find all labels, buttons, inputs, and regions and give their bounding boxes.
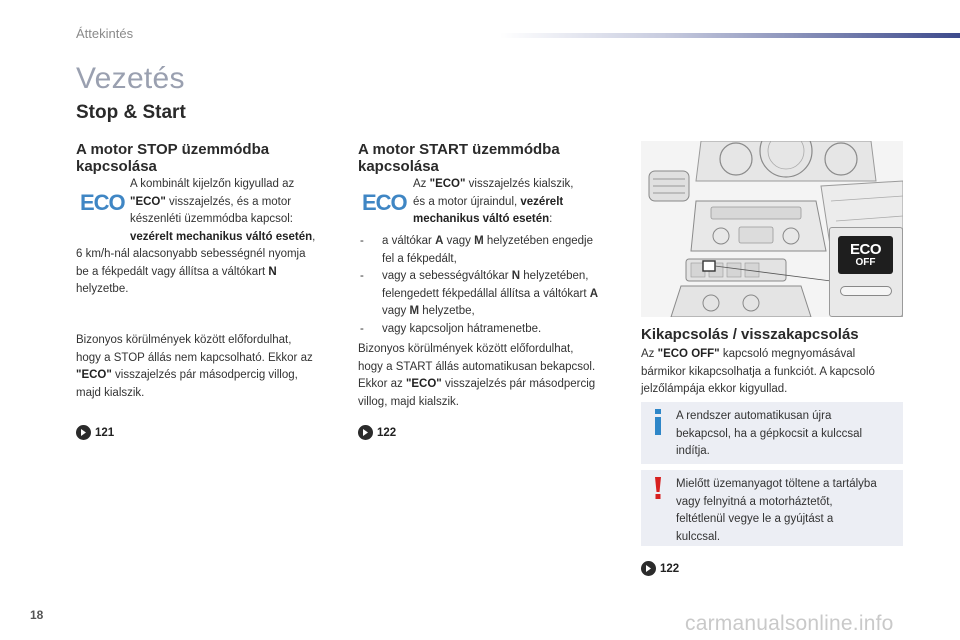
start-line: mechanikus váltó esetén: — [413, 213, 553, 225]
start-line: és a motor újraindul, vezérelt — [413, 195, 564, 208]
stop-heading — [76, 141, 336, 175]
eco-off-button-eco: ECO — [849, 240, 881, 258]
eco-off-line: Az "ECO OFF" kapcsoló megnyomásával — [641, 348, 856, 360]
list-item: - vagy a sebességváltókar N helyzetében, felengedett fékpedállal állítsa a váltókart A vagy M helyzetbe, — [358, 268, 628, 321]
warning-line: kulccsal. — [676, 530, 721, 543]
stop-line: vezérelt mechanikus váltó esetén, — [130, 230, 316, 243]
warning-line: feltétlenül vegye le a gyújtást a — [676, 513, 834, 525]
eco-indicator-icon: ECO — [80, 190, 125, 215]
eco-off-button[interactable] — [838, 236, 893, 274]
eco-off-line: bármikor kikapcsolhatja a funkciót. A kapcsoló — [641, 365, 875, 378]
start-heading-line1: A motor START üzemmódba — [358, 141, 560, 158]
start-paragraph — [413, 176, 633, 229]
stop-note-line: "ECO" visszajelzés pár másodpercig villog, — [76, 369, 298, 381]
page-ref-number: 122 — [377, 426, 397, 439]
start-note-line: Bizonyos körülmények között előfordulhat, — [358, 343, 574, 355]
start-conditions-list — [358, 233, 628, 338]
start-line: Az "ECO" visszajelzés kialszik, — [413, 178, 574, 190]
stop-heading-line1: A motor STOP üzemmódba — [76, 141, 270, 158]
dashboard-illustration — [641, 141, 903, 317]
stop-line: készenléti üzemmódba kapcsol: — [130, 213, 293, 225]
eco-off-paragraph — [641, 346, 911, 399]
stop-heading-line2: kapcsolása — [76, 158, 157, 175]
stop-note-line: Bizonyos körülmények között előfordulhat, — [76, 334, 292, 346]
info-box — [641, 402, 903, 464]
eco-off-button-off: OFF — [855, 256, 876, 268]
start-heading — [358, 141, 628, 175]
stop-note-line: hogy a STOP állás nem kapcsolható. Ekkor az — [76, 351, 313, 364]
page-subtitle: Stop & Start — [76, 102, 186, 123]
page-ref-number: 121 — [95, 426, 115, 439]
page-ref-122[interactable] — [358, 425, 396, 440]
info-text — [676, 408, 898, 461]
eco-off-heading — [641, 326, 921, 343]
page-ref-number: 122 — [660, 562, 680, 575]
page-link-icon — [641, 561, 656, 576]
stop-line: helyzetbe. — [76, 283, 129, 295]
watermark: carmanualsonline.info — [685, 612, 894, 635]
page-link-icon — [76, 425, 91, 440]
warning-box — [641, 470, 903, 546]
info-line: indítja. — [676, 445, 710, 457]
start-note-paragraph — [358, 341, 633, 411]
eco-off-line: jelzőlámpája ekkor kigyullad. — [641, 383, 788, 395]
list-item: - vagy kapcsoljon hátramenetbe. — [358, 321, 628, 339]
stop-note-paragraph — [76, 332, 346, 402]
stop-line: be a fékpedált vagy állítsa a váltókart N — [76, 265, 277, 278]
eco-off-zoom-panel — [829, 227, 903, 317]
stop-line: 6 km/h-nál alacsonyabb sebességnél nyomja — [76, 248, 306, 260]
list-item: - a váltókar A vagy M helyzetében engedje fel a fékpedált, — [358, 233, 628, 268]
start-note-line: Ekkor az "ECO" visszajelzés pár másodpercig — [358, 378, 596, 390]
info-line: bekapcsol, ha a gépkocsit a kulccsal — [676, 427, 863, 440]
info-line: A rendszer automatikusan újra — [676, 410, 832, 422]
warning-line: Mielőtt üzemanyagot töltene a tartályba — [676, 478, 877, 490]
start-heading-line2: kapcsolása — [358, 158, 439, 175]
stop-note-line: majd kialszik. — [76, 386, 145, 399]
page-number: 18 — [30, 608, 44, 622]
stop-line: "ECO" visszajelzés, és a motor — [130, 195, 292, 208]
stop-paragraph — [76, 176, 346, 299]
page-title: Vezetés — [76, 62, 185, 95]
start-note-line: hogy a START állás automatikusan bekapcsol. — [358, 360, 596, 373]
button-indicator-slot — [840, 286, 892, 296]
section-label: Áttekintés — [76, 26, 134, 41]
eco-off-heading-text: Kikapcsolás / visszakapcsolás — [641, 326, 859, 343]
page-ref-121[interactable] — [76, 425, 114, 440]
header-bar — [500, 33, 960, 38]
page-ref-122[interactable] — [641, 561, 679, 576]
warning-line: vagy felnyitná a motorháztetőt, — [676, 495, 833, 508]
info-icon — [653, 409, 663, 435]
stop-line: A kombinált kijelzőn kigyullad az — [130, 178, 295, 190]
start-note-line: villog, majd kialszik. — [358, 395, 459, 408]
page-link-icon — [358, 425, 373, 440]
warning-text — [676, 476, 901, 546]
eco-indicator-icon: ECO — [362, 190, 407, 215]
warning-icon — [654, 477, 662, 499]
